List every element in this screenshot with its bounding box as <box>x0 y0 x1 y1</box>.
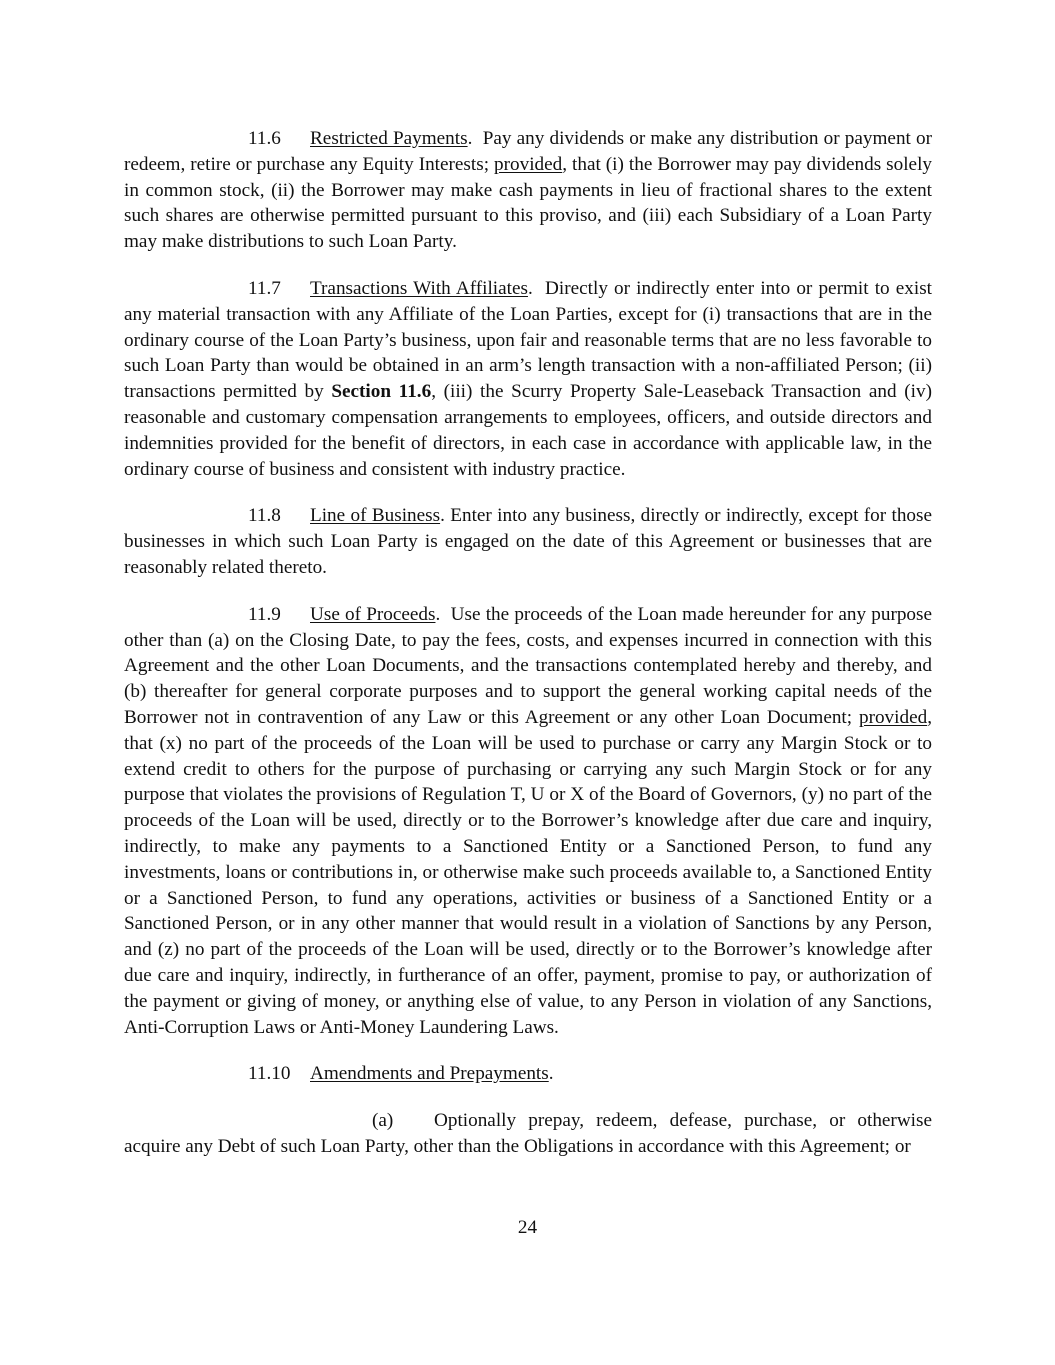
section-text: Enter into any business, directly or indirectly, except for those businesses in which such Loan Party is engaged on the date of this Agreement or businesses that are reasonably related thereto. <box>124 505 932 578</box>
section-text: , that (i) the Borrower may pay dividends solely in common stock, (ii) the Borrower may make cash payments in lieu of fractional shares to the extent such shares are otherwise permitted pursuant to this proviso, and (iii) each Subsidiary of a Loan Party may make distributions to such Loan Party. <box>124 153 932 253</box>
heading-punct: . <box>435 603 441 625</box>
section-text: Pay any dividends or make any distribution or payment or redeem, retire or purchase any Equity Interests; <box>124 128 933 175</box>
page-number: 24 <box>517 1217 538 1238</box>
section-11-6 <box>124 126 932 255</box>
section-text: Directly or indirectly enter into or permit to exist any material transaction with any Affiliate of the Loan Parties, except for (i) transactions that are in the ordinary course of the Loan Party’s business, upon fair and reasonable terms that are no less favorable to such Loan Party than would be obtained in an arm’s length transaction with a non-affiliated Person; (ii) transactions permitted by <box>124 277 932 403</box>
heading-punct: . <box>467 128 473 149</box>
subsection-text: Optionally prepay, redeem, defease, purchase, or otherwise acquire any Debt of such Loan Party, other than the Obligations in accordance with this Agreement; or <box>124 1110 932 1157</box>
section-11-10 <box>124 1061 932 1087</box>
document-page <box>124 126 932 1160</box>
section-heading: Amendments and Prepayments <box>310 1063 549 1085</box>
section-number: 11.10 <box>248 1063 291 1085</box>
subsection-a <box>124 1108 932 1160</box>
provided-term: provided <box>494 153 563 175</box>
section-11-8 <box>124 503 932 580</box>
section-11-7 <box>124 276 932 482</box>
heading-punct: . <box>548 1063 554 1085</box>
section-heading: Transactions With Affiliates <box>310 277 528 299</box>
heading-punct: . <box>527 277 533 299</box>
heading-punct: . <box>440 505 445 527</box>
section-number: 11.6 <box>248 128 281 149</box>
section-reference: Section 11.6 <box>331 381 432 403</box>
section-heading: Restricted Payments <box>310 128 468 149</box>
section-text: Use the proceeds of the Loan made hereunder for any purpose other than (a) on the Closing Date, to pay the fees, costs, and expenses incurred in connection with this Agreement and the other Loan Documents, and the transactions contemplated hereby and thereby, and (b) thereafter for general corporate purposes and to support the general working capital needs of the Borrower not in contravention of any Law or this Agreement or any other Loan Document; <box>124 603 932 728</box>
section-11-9 <box>124 602 932 1041</box>
subsection-label: (a) <box>372 1110 394 1132</box>
section-heading: Use of Proceeds <box>310 603 436 625</box>
provided-term: provided <box>858 706 928 728</box>
section-number: 11.8 <box>248 505 281 527</box>
section-text: , that (x) no part of the proceeds of the Loan will be used to purchase or carry any Margin Stock or to extend credit to others for the purpose of purchasing or carrying any such Margin Stock or for any purpose that violates the provisions of Regulation T, U or X of the Board of Governors, (y) no part of the proceeds of the Loan will be used, directly or to the Borrower’s knowledge after due care and inquiry, indirectly, to make any payments to a Sanctioned Entity or a Sanctioned Person, to fund any investments, loans or contributions in, or otherwise make such proceeds available to, a Sanctioned Entity or a Sanctioned Person, to fund any operations, activities or business of a Sanctioned Entity or a Sanctioned Person, or in any other manner that would result in a violation of Sanctions by any Person, and (z) no part of the proceeds of the Loan will be used, directly or to the Borrower’s knowledge after due care and inquiry, indirectly, in furtherance of an offer, payment, promise to pay, or authorization of the payment or giving of money, or anything else of value, to any Person in violation of any Sanctions, Anti-Corruption Laws or Anti-Money Laundering Laws. <box>124 706 932 1038</box>
section-number: 11.7 <box>248 277 281 299</box>
section-heading: Line of Business <box>310 505 441 527</box>
section-text: , (iii) the Scurry Property Sale-Leaseback Transaction and (iv) reasonable and customary compensation arrangements to employees, officers, and outside directors and indemnities provided for the benefit of directors, in each case in accordance with applicable law, in the ordinary course of business and consistent with industry practice. <box>124 381 932 480</box>
section-number: 11.9 <box>248 603 281 625</box>
